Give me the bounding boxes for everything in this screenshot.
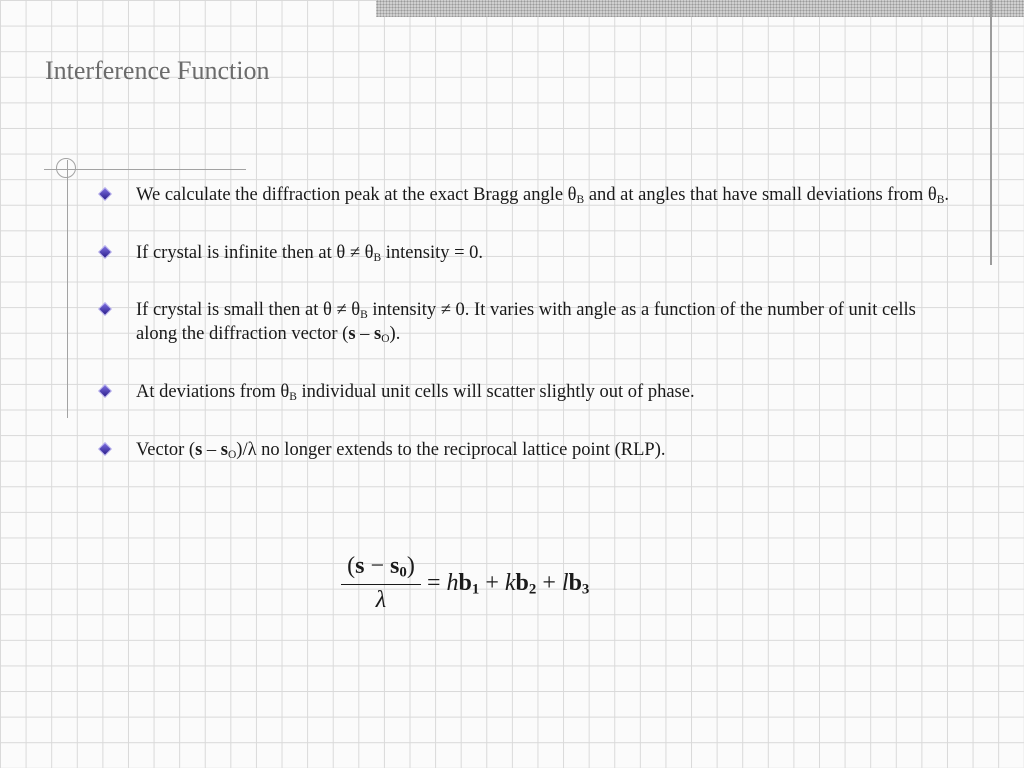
bullet-item-4: At deviations from $\theta_B$ individual unit cells will scatter slightly out of phase. bbox=[100, 380, 960, 404]
diamond-bullet-icon bbox=[99, 303, 110, 314]
crosshair-circle-icon bbox=[56, 158, 76, 178]
diamond-bullet-icon bbox=[99, 246, 110, 257]
diamond-bullet-icon bbox=[99, 188, 110, 199]
bullet-item-5: Vector $(s - s_O)/\lambda$ no longer extends to the reciprocal lattice point (RLP). bbox=[100, 438, 960, 462]
right-decorative-line bbox=[990, 0, 992, 265]
top-decorative-band bbox=[376, 0, 1024, 17]
diamond-bullet-icon bbox=[99, 385, 110, 396]
bullet-item-2: If crystal is infinite then at $\theta \ne \theta_B$ intensity = 0. bbox=[100, 241, 960, 265]
bullet-list bbox=[100, 183, 960, 462]
fraction-numerator: $(s - s_0)$ bbox=[347, 553, 415, 581]
bullet-item-1: We calculate the diffraction peak at the exact Bragg angle $\theta_B$ and at angles that have small deviations from $\theta_B$. bbox=[100, 183, 960, 207]
equation-fraction bbox=[341, 553, 421, 614]
bullet-item-3: If crystal is small then at $\theta \ne \theta_B$ intensity ≠ 0. It varies with angle as a function of the number of unit cells along the diffraction vector $(s - s_O)$. bbox=[100, 298, 960, 346]
left-decorative-line bbox=[67, 160, 68, 418]
diamond-bullet-icon bbox=[99, 443, 110, 454]
fraction-denominator: λ bbox=[341, 584, 421, 614]
equation-right-side: = $hb_1 + kb_2 + lb_3$ bbox=[427, 570, 590, 598]
reciprocal-lattice-equation bbox=[341, 553, 589, 614]
slide-title: Interference Function bbox=[45, 56, 270, 85]
